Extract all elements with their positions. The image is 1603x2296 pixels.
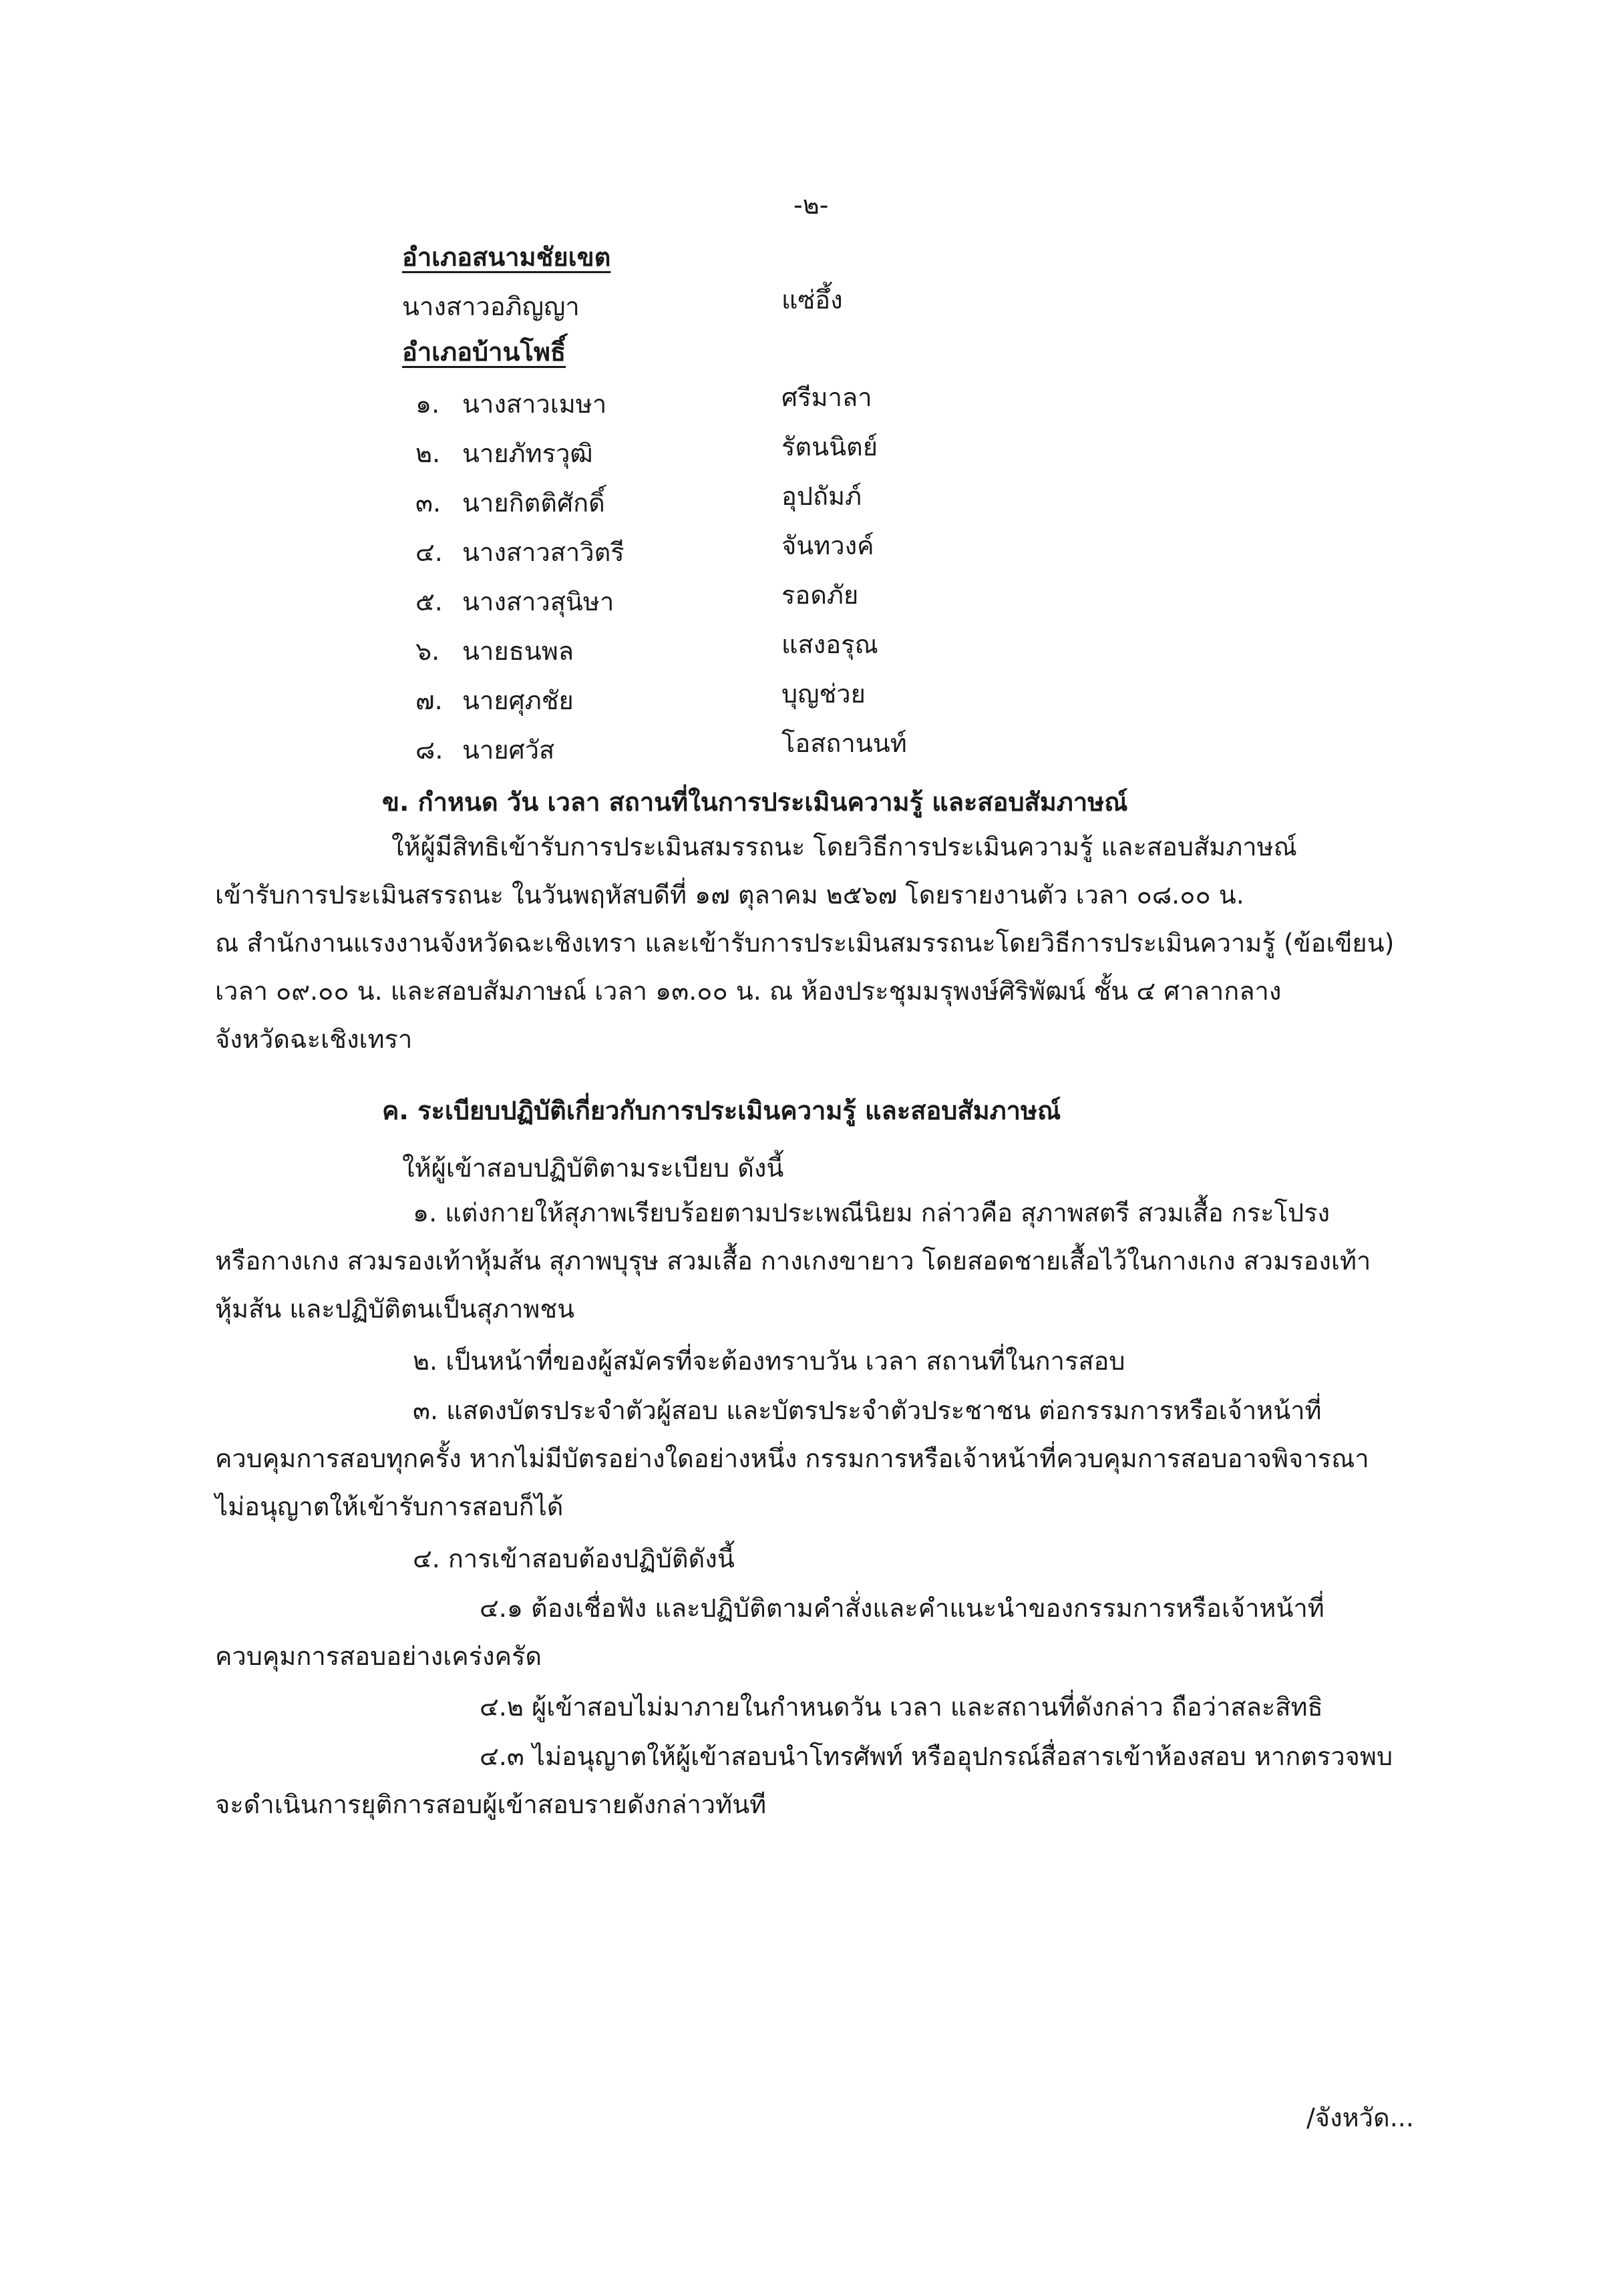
- rule-item: [215, 1386, 1452, 1531]
- member-surname: อุปถัมภ์: [781, 482, 862, 511]
- rule-subitem: [215, 1584, 1452, 1680]
- member-name: นายศุภชัย: [462, 686, 574, 715]
- continuation-marker: /จังหวัด...: [1306, 2103, 1414, 2132]
- member-name: นางสาวเมษา: [462, 389, 607, 419]
- member-name: นางสาวสาวิตรี: [462, 538, 625, 567]
- member-name: นายศวัส: [462, 735, 555, 765]
- paragraph-line: ไม่อนุญาตให้เข้ารับการสอบก็ได้: [215, 1492, 564, 1521]
- member-surname: รอดภัย: [781, 580, 859, 610]
- page-number: -๒-: [793, 190, 829, 220]
- member-number: ๑.: [415, 389, 440, 419]
- paragraph-line: ๑. แต่งกายให้สุภาพเรียบร้อยตามประเพณีนิยม กล่าวคือ สุภาพสตรี สวมเสื้อ กระโปรง: [413, 1198, 1330, 1227]
- paragraph-line: ๔. การเข้าสอบต้องปฏิบัติดังนี้: [413, 1544, 735, 1573]
- member-surname: บุญช่วย: [781, 679, 866, 709]
- member-surname: แซ่อึ้ง: [781, 285, 843, 315]
- member-name: นางสาวสุนิษา: [462, 587, 614, 616]
- member-name: นายภัทรวุฒิ: [462, 439, 593, 468]
- paragraph-line: ควบคุมการสอบอย่างเคร่งครัด: [215, 1642, 542, 1671]
- section-heading: ข. กำหนด วัน เวลา สถานที่ในการประเมินความรู้ และสอบสัมภาษณ์: [382, 787, 1128, 817]
- rule-subitem: [215, 1732, 1452, 1829]
- rule-subitem: [215, 1683, 1452, 1731]
- district-heading: อำเภอสนามชัยเขต: [402, 242, 611, 272]
- rule-item: [215, 1337, 1452, 1385]
- member-surname: ศรีมาลา: [781, 383, 872, 412]
- paragraph-line: ให้ผู้มีสิทธิเข้ารับการประเมินสมรรถนะ โดยวิธีการประเมินความรู้ และสอบสัมภาษณ์: [391, 832, 1297, 862]
- member-number: ๖.: [415, 636, 440, 666]
- member-surname: จันทวงค์: [781, 531, 874, 560]
- section-paragraph: [215, 823, 1452, 1063]
- section-intro: ให้ผู้เข้าสอบปฏิบัติตามระเบียบ ดังนี้: [402, 1153, 784, 1183]
- paragraph-line: หุ้มส้น และปฏิบัติตนเป็นสุภาพชน: [215, 1294, 575, 1324]
- member-name: นางสาวอภิญญา: [402, 292, 580, 321]
- rule-item: [215, 1189, 1452, 1333]
- member-number: ๓.: [415, 488, 441, 518]
- paragraph-line: ควบคุมการสอบทุกครั้ง หากไม่มีบัตรอย่างใดอย่างหนึ่ง กรรมการหรือเจ้าหน้าที่ควบคุมการสอบอาจพิจารณา: [215, 1444, 1369, 1473]
- member-number: ๘.: [415, 735, 443, 765]
- district-heading: อำเภอบ้านโพธิ์: [402, 337, 566, 367]
- paragraph-line: ๔.๒ ผู้เข้าสอบไม่มาภายในกำหนดวัน เวลา และสถานที่ดังกล่าว ถือว่าสละสิทธิ: [480, 1692, 1323, 1722]
- paragraph-line: เข้ารับการประเมินสรรถนะ ในวันพฤหัสบดีที่ ๑๗ ตุลาคม ๒๕๖๗ โดยรายงานตัว เวลา ๐๘.๐๐ น.: [215, 880, 1244, 910]
- paragraph-line: จะดำเนินการยุติการสอบผู้เข้าสอบรายดังกล่าวทันที: [215, 1790, 767, 1819]
- paragraph-line: ณ สำนักงานแรงงานจังหวัดฉะเชิงเทรา และเข้ารับการประเมินสมรรถนะโดยวิธีการประเมินความรู้ (ข้อเขียน): [215, 928, 1395, 958]
- member-surname: โอสถานนท์: [781, 729, 907, 758]
- member-number: ๒.: [415, 439, 441, 468]
- member-number: ๕.: [415, 587, 443, 616]
- member-name: นายธนพล: [462, 636, 574, 666]
- member-number: ๔.: [415, 538, 443, 567]
- rule-item: [215, 1535, 1452, 1583]
- paragraph-line: ๔.๑ ต้องเชื่อฟัง และปฏิบัติตามคำสั่งและคำแนะนำของกรรมการหรือเจ้าหน้าที่: [480, 1593, 1324, 1623]
- section-heading: ค. ระเบียบปฏิบัติเกี่ยวกับการประเมินความรู้ และสอบสัมภาษณ์: [382, 1096, 1061, 1125]
- member-name: นายกิตติศักดิ์: [462, 488, 605, 518]
- paragraph-line: ๒. เป็นหน้าที่ของผู้สมัครที่จะต้องทราบวัน เวลา สถานที่ในการสอบ: [413, 1346, 1125, 1376]
- member-surname: แสงอรุณ: [781, 630, 878, 659]
- paragraph-line: หรือกางเกง สวมรองเท้าหุ้มส้น สุภาพบุรุษ สวมเสื้อ กางเกงขายาว โดยสอดชายเสื้อไว้ในกางเกง สวมรองเท้า: [215, 1246, 1371, 1276]
- paragraph-line: เวลา ๐๙.๐๐ น. และสอบสัมภาษณ์ เวลา ๑๓.๐๐ น. ณ ห้องประชุมมรุพงษ์ศิริพัฒน์ ชั้น ๔ ศาลากลาง: [215, 976, 1282, 1006]
- paragraph-line: ๓. แสดงบัตรประจำตัวผู้สอบ และบัตรประจำตัวประชาชน ต่อกรรมการหรือเจ้าหน้าที่: [413, 1396, 1322, 1425]
- member-surname: รัตนนิตย์: [781, 432, 878, 461]
- paragraph-line: จังหวัดฉะเชิงเทรา: [215, 1024, 413, 1054]
- paragraph-line: ๔.๓ ไม่อนุญาตให้ผู้เข้าสอบนำโทรศัพท์ หรืออุปกรณ์สื่อสารเข้าห้องสอบ หากตรวจพบ: [480, 1742, 1393, 1771]
- member-number: ๗.: [415, 686, 443, 715]
